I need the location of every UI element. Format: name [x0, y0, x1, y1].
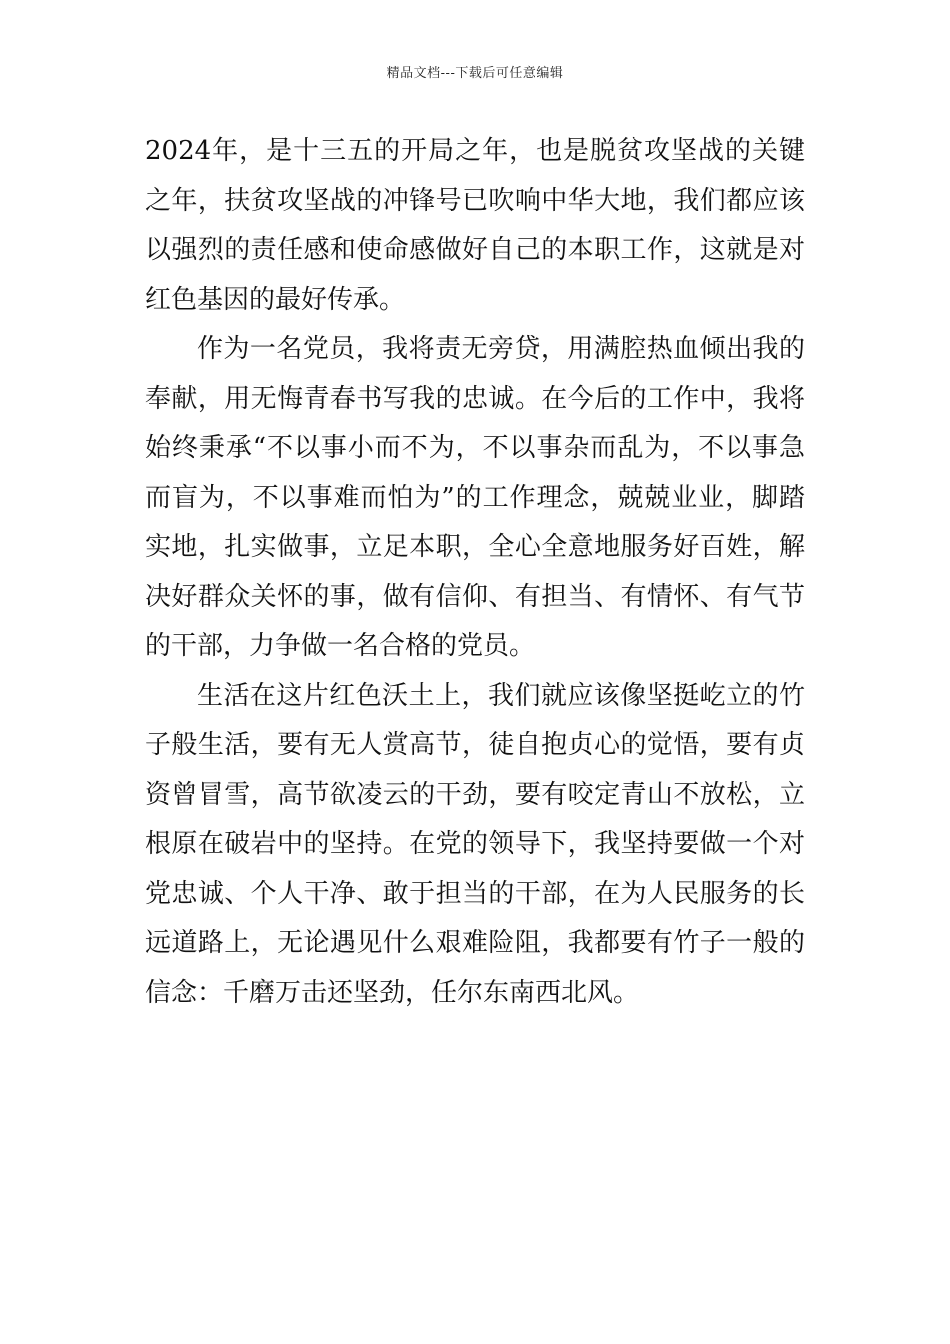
page-header: 精品文档---下载后可任意编辑 — [386, 66, 564, 81]
paragraph-3: 生活在这片红色沃土上，我们就应该像坚挺屹立的竹子般生活，要有无人赏高节，徒自抱贞心的觉悟，要有贞资曾冒雪，高节欲凌云的干劲，要有咬定青山不放松，立根原在破岩中的坚持。在党的领导下，我坚持要做一个对党忠诚、个人干净、敢于担当的干部，在为人民服务的长远道路上，无论遇见什么艰难险阻，我都要有竹子一般的信念：千磨万击还坚劲，任尔东南西北风。 — [145, 680, 805, 1008]
paragraph-2: 作为一名党员，我将责无旁贷，用满腔热血倾出我的奉献，用无悔青春书写我的忠诚。在今后的工作中，我将始终秉承“不以事小而不为，不以事杂而乱为，不以事急而盲为，不以事难而怕为”的工作理念，兢兢业业，脚踏实地，扎实做事，立足本职，全心全意地服务好百姓，解决好群众关怀的事，做有信仰、有担当、有情怀、有气节的干部，力争做一名合格的党员。 — [145, 334, 805, 661]
paragraph-1: 2024年，是十三五的开局之年，也是脱贫攻坚战的关键之年，扶贫攻坚战的冲锋号已吹响中华大地，我们都应该以强烈的责任感和使命感做好自己的本职工作，这就是对红色基因的最好传承。 — [145, 136, 805, 315]
document-body — [145, 127, 805, 1018]
